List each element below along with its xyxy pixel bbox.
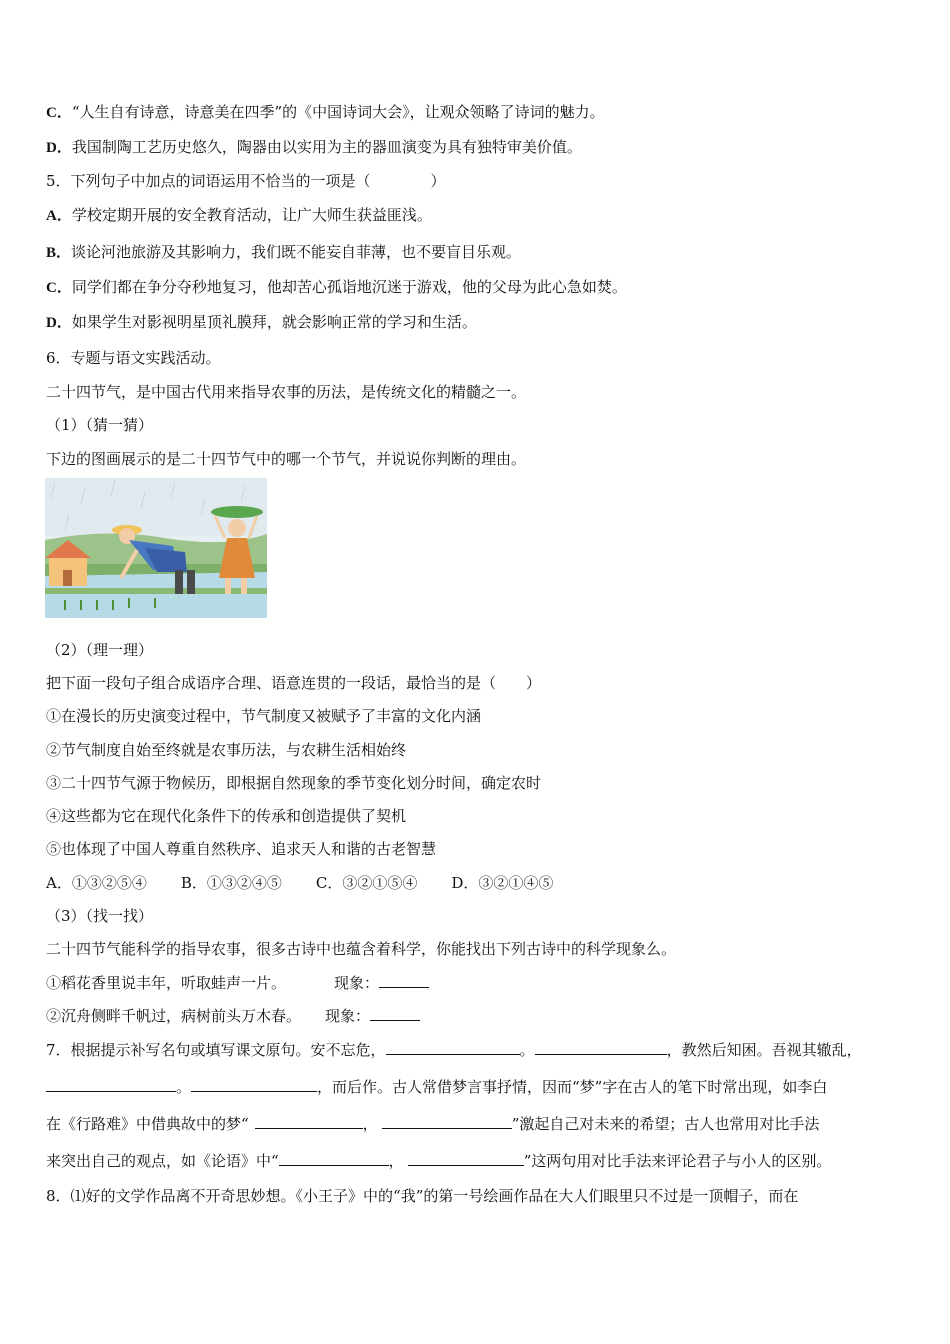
fill-blank[interactable]: [535, 1040, 667, 1055]
q5-option-b: [46, 242, 521, 263]
q4-option-c: [46, 102, 605, 123]
q6-sentence-3: ③二十四节气源于物候历，即根据自然现象的季节变化划分时间，确定农时: [46, 774, 542, 792]
option-text: 同学们都在争分夺秒地复习，他却苦心孤诣地沉迷于游戏，他的父母为此心急如焚。: [71, 278, 627, 296]
option-text: 谈论河池旅游及其影响力，我们既不能妄自菲薄，也不要盲目乐观。: [71, 243, 522, 261]
q8-line-1: 8．⑴好的文学作品离不开奇思妙想。《小王子》中的“我”的第一号绘画作品在大人们眼里只不过是一顶帽子，而在: [46, 1187, 799, 1205]
solar-term-illustration: [45, 478, 267, 618]
q6-part3-title: （3）（找一找）: [46, 907, 154, 925]
option-text: 如果学生对影视明星顶礼膜拜，就会影响正常的学习和生活。: [71, 313, 477, 331]
poem-text: ①稻花香里说丰年，听取蛙声一片。: [46, 974, 287, 992]
q6-sentence-4: ④这些都为它在现代化条件下的传承和创造提供了契机: [46, 807, 407, 825]
fill-blank[interactable]: [255, 1114, 363, 1129]
fill-blank[interactable]: [279, 1151, 389, 1166]
option-a: A．①③②⑤④: [46, 874, 147, 892]
option-text: “人生自有诗意，诗意美在四季”的《中国诗词大会》，让观众领略了诗词的魅力。: [71, 103, 605, 121]
option-text: 我国制陶工艺历史悠久，陶器由以实用为主的器皿演变为具有独特审美价值。: [71, 138, 582, 156]
q6-sentence-1: ①在漫长的历史演变过程中，节气制度又被赋予了丰富的文化内涵: [46, 707, 482, 725]
option-text: 学校定期开展的安全教育活动，让广大师生获益匪浅。: [71, 206, 432, 224]
q7-line-3: [46, 1114, 819, 1134]
q7-text: 。: [176, 1078, 192, 1096]
q7-text: ，: [388, 1152, 404, 1170]
q6-part3-text: 二十四节气能科学的指导农事，很多古诗中也蕴含着科学，你能找出下列古诗中的科学现象么。: [46, 940, 677, 958]
q7-line-1: [46, 1040, 862, 1060]
q6-part2-title: （2）（理一理）: [46, 641, 154, 659]
q5-stem: 5．下列句子中加点的词语运用不恰当的一项是（ ）: [46, 172, 446, 190]
q4-option-d: [46, 137, 582, 158]
option-label: D．: [46, 315, 72, 331]
option-d: D．③②①④⑤: [451, 874, 554, 892]
q6-part1-title: （1）（猜一猜）: [46, 416, 154, 434]
q5-option-c: [46, 277, 627, 298]
q7-text: ”激起自己对未来的希望；古人也常用对比手法: [511, 1115, 820, 1133]
option-label: C．: [46, 105, 72, 121]
q6-part1-text: 下边的图画展示的是二十四节气中的哪一个节气，并说说你判断的理由。: [46, 450, 527, 468]
fill-blank[interactable]: [408, 1151, 524, 1166]
fill-blank[interactable]: [191, 1077, 317, 1092]
q7-text: ，而后作。古人常借梦言事抒情，因而“梦”字在古人的笔下时常出现，如李白: [317, 1078, 828, 1096]
option-c: C．③②①⑤④: [315, 874, 418, 892]
poem-text: ②沉舟侧畔千帆过，病树前头万木春。: [46, 1007, 302, 1025]
q6-sentence-5: ⑤也体现了中国人尊重自然秩序、追求天人和谐的古老智慧: [46, 840, 437, 858]
illustration-svg: [45, 478, 267, 618]
option-label: C．: [46, 280, 72, 296]
q7-text: ”这两句用对比手法来评论君子与小人的区别。: [523, 1152, 832, 1170]
option-label: A．: [46, 208, 72, 224]
fill-blank[interactable]: [46, 1077, 176, 1092]
phenomenon-blank[interactable]: [379, 973, 429, 988]
option-label: D．: [46, 140, 72, 156]
fill-blank[interactable]: [386, 1040, 520, 1055]
q6-sentence-2: ②节气制度自始至终就是农事历法，与农耕生活相始终: [46, 741, 407, 759]
q7-text: 在《行路难》中借典故中的梦“: [46, 1115, 249, 1133]
q6-stem: 6．专题与语文实践活动。: [46, 349, 221, 367]
option-label: B．: [46, 245, 72, 261]
q6-options: [46, 873, 587, 893]
phenomenon-label: 现象：: [325, 1007, 371, 1025]
fill-blank[interactable]: [382, 1114, 512, 1129]
q6-intro: 二十四节气，是中国古代用来指导农事的历法，是传统文化的精髓之一。: [46, 383, 527, 401]
q7-line-2: [46, 1077, 827, 1097]
option-b: B．①③②④⑤: [180, 874, 282, 892]
q5-option-a: [46, 205, 432, 226]
q5-option-d: [46, 312, 477, 333]
q7-line-4: [46, 1151, 831, 1171]
q7-text: ，教然后知困。吾视其辙乱，: [666, 1041, 862, 1059]
q6-poem-2: [46, 1006, 420, 1026]
phenomenon-label: 现象：: [334, 974, 380, 992]
q7-text: 来突出自己的观点，如《论语》中“: [46, 1152, 279, 1170]
q6-part2-text: 把下面一段句子组合成语序合理、语意连贯的一段话，最恰当的是（ ）: [46, 674, 542, 692]
q6-poem-1: [46, 973, 429, 993]
q7-text: 。: [519, 1041, 535, 1059]
q7-text: 7．根据提示补写名句或填写课文原句。安不忘危，: [46, 1041, 386, 1059]
phenomenon-blank[interactable]: [370, 1006, 420, 1021]
q7-text: ，: [362, 1115, 378, 1133]
